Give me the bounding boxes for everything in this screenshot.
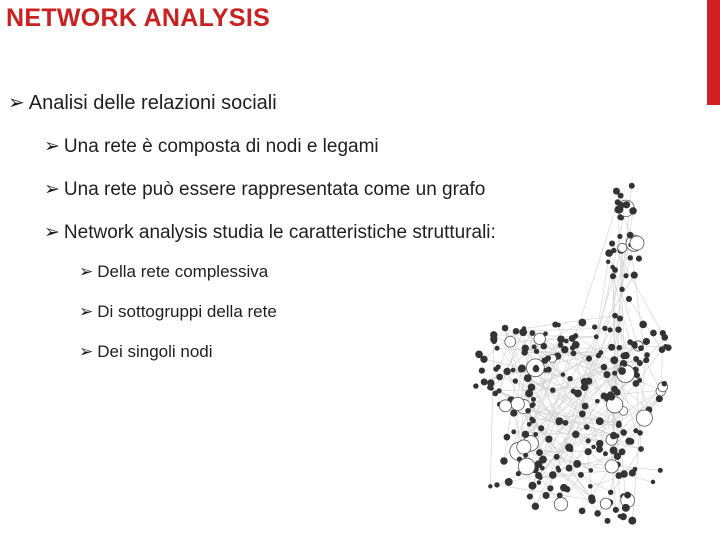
graph-node <box>608 490 613 495</box>
graph-node <box>628 517 636 525</box>
graph-node <box>524 374 532 382</box>
graph-node <box>602 326 607 331</box>
graph-node <box>596 417 604 425</box>
graph-node <box>533 366 540 373</box>
graph-node <box>525 389 533 397</box>
graph-node <box>601 364 608 371</box>
graph-node <box>473 383 478 388</box>
graph-node <box>617 214 623 220</box>
graph-node <box>616 421 621 426</box>
graph-node <box>605 518 611 524</box>
graph-node <box>528 482 536 490</box>
graph-node <box>660 330 666 336</box>
graph-node <box>572 431 579 438</box>
graph-node <box>612 371 617 376</box>
slide-title: NETWORK ANALYSIS <box>6 4 271 32</box>
graph-node <box>502 325 509 332</box>
graph-node <box>617 315 623 321</box>
graph-node <box>479 368 485 374</box>
graph-node <box>522 431 529 438</box>
graph-node <box>505 478 513 486</box>
graph-node <box>619 287 624 292</box>
graph-node <box>493 366 498 371</box>
graph-node <box>558 342 563 347</box>
graph-node <box>532 344 537 349</box>
graph-node <box>622 362 627 367</box>
graph-node <box>612 313 618 319</box>
graph-node <box>554 454 560 460</box>
graph-node <box>556 468 561 473</box>
graph-node <box>566 465 573 472</box>
bullet-text: Dei singoli nodi <box>97 342 213 361</box>
graph-node <box>527 422 532 427</box>
graph-node <box>637 378 642 383</box>
graph-node <box>630 236 644 250</box>
graph-node <box>556 421 561 426</box>
graph-node <box>613 507 619 513</box>
graph-node <box>611 248 616 253</box>
graph-node <box>643 338 650 345</box>
graph-node <box>530 330 536 336</box>
graph-edge <box>596 262 608 337</box>
graph-node <box>595 399 600 404</box>
graph-node <box>636 256 642 262</box>
graph-node <box>658 468 663 473</box>
graph-node <box>594 510 601 517</box>
graph-node <box>513 328 520 335</box>
graph-node <box>488 484 492 488</box>
graph-node <box>513 378 518 383</box>
graph-node <box>589 468 594 473</box>
graph-node <box>586 355 592 361</box>
bullet-level2 <box>44 178 485 201</box>
arrow-bullet-icon: ➢ <box>44 178 60 200</box>
graph-node <box>517 440 531 454</box>
graph-node <box>550 387 555 392</box>
bullet-level2 <box>44 221 496 244</box>
graph-node <box>612 267 618 273</box>
graph-node <box>523 453 528 458</box>
graph-edge <box>516 328 605 331</box>
graph-node <box>532 503 539 510</box>
graph-node <box>638 345 644 351</box>
graph-node <box>518 458 535 475</box>
graph-node <box>623 273 628 278</box>
graph-node <box>505 336 516 347</box>
graph-node <box>533 432 538 437</box>
graph-node <box>511 429 516 434</box>
graph-node <box>610 432 617 439</box>
graph-node <box>610 356 618 364</box>
graph-node <box>540 343 547 350</box>
graph-node <box>629 469 636 476</box>
graph-node <box>522 326 526 330</box>
graph-node <box>603 371 610 378</box>
arrow-bullet-icon: ➢ <box>79 302 94 322</box>
graph-node <box>567 376 573 382</box>
graph-edge <box>601 235 630 352</box>
graph-node <box>564 486 570 492</box>
graph-node <box>578 472 584 478</box>
graph-node <box>643 357 649 363</box>
graph-node <box>594 334 599 339</box>
graph-node <box>624 492 631 499</box>
graph-node <box>481 378 488 385</box>
graph-node <box>629 183 635 189</box>
graph-node <box>608 327 613 332</box>
graph-node <box>603 451 608 456</box>
graph-node <box>608 344 615 351</box>
arrow-bullet-icon: ➢ <box>44 135 60 157</box>
graph-node <box>606 260 610 264</box>
graph-node <box>504 368 511 375</box>
graph-node <box>650 330 657 337</box>
graph-node <box>543 492 550 499</box>
graph-node <box>618 193 624 199</box>
network-graph-image <box>420 160 720 540</box>
graph-node <box>565 444 573 452</box>
graph-node <box>622 352 629 359</box>
graph-node <box>570 345 575 350</box>
graph-node <box>588 494 595 501</box>
graph-node <box>637 430 643 436</box>
bullet-text: Network analysis studia le caratteristiche strutturali: <box>63 222 496 243</box>
bullet-text: Di sottogruppi della rete <box>97 302 277 321</box>
graph-node <box>600 498 611 509</box>
graph-node <box>552 321 558 327</box>
graph-node <box>511 368 516 373</box>
graph-node <box>623 201 630 208</box>
graph-node <box>547 485 553 491</box>
graph-node <box>545 435 552 442</box>
bullet-level1 <box>8 90 277 115</box>
graph-node <box>521 349 528 356</box>
graph-node <box>496 374 503 381</box>
graph-node <box>510 409 517 416</box>
graph-node <box>586 438 591 443</box>
graph-node <box>475 350 483 358</box>
graph-node <box>614 389 621 396</box>
graph-node <box>492 391 498 397</box>
graph-node <box>573 460 581 468</box>
bullet-text: Della rete complessiva <box>97 262 269 281</box>
graph-node <box>579 508 586 515</box>
graph-node <box>622 504 630 512</box>
arrow-bullet-icon: ➢ <box>8 90 25 114</box>
graph-node <box>620 513 627 520</box>
graph-node <box>610 273 616 279</box>
graph-node <box>639 321 647 329</box>
graph-node <box>626 296 632 302</box>
graph-node <box>614 206 622 214</box>
graph-node <box>585 449 591 455</box>
graph-node <box>617 345 623 351</box>
graph-node <box>636 410 652 426</box>
graph-node <box>494 482 499 487</box>
graph-node <box>525 408 531 414</box>
graph-node <box>628 438 635 445</box>
graph-node <box>588 484 593 489</box>
graph-node <box>615 472 622 479</box>
graph-node <box>581 383 589 391</box>
arrow-bullet-icon: ➢ <box>44 221 60 243</box>
graph-node <box>629 207 636 214</box>
bullet-text: Una rete può essere rappresentata come un grafo <box>63 179 486 200</box>
graph-node <box>536 449 543 456</box>
graph-node <box>618 243 627 252</box>
graph-node <box>537 480 542 485</box>
arrow-bullet-icon: ➢ <box>79 262 94 282</box>
graph-node <box>578 319 586 327</box>
graph-edge <box>524 316 615 329</box>
graph-node <box>662 381 667 386</box>
graph-node <box>490 336 497 343</box>
bullet-level3 <box>79 262 268 282</box>
graph-node <box>596 440 603 447</box>
graph-node <box>628 255 633 260</box>
graph-node <box>618 367 626 375</box>
graph-node <box>571 350 577 356</box>
graph-node <box>487 379 494 386</box>
graph-node <box>504 434 511 441</box>
graph-node <box>598 350 603 355</box>
bullet-level3 <box>79 342 213 362</box>
graph-node <box>610 446 618 454</box>
graph-node <box>619 448 626 455</box>
graph-node <box>563 420 569 426</box>
graph-node <box>634 372 640 378</box>
graph-node <box>591 445 595 449</box>
graph-node <box>574 390 582 398</box>
graph-node <box>527 493 533 499</box>
bullet-text: Analisi delle relazioni sociali <box>28 92 277 114</box>
graph-node <box>494 346 499 351</box>
graph-node <box>500 457 507 464</box>
graph-node <box>557 492 563 498</box>
graph-node <box>631 272 638 279</box>
graph-node <box>615 199 621 205</box>
graph-edge <box>505 328 522 368</box>
graph-node <box>543 331 548 336</box>
graph-edge <box>532 367 604 419</box>
graph-node <box>633 356 639 362</box>
graph-node <box>529 403 534 408</box>
graph-node <box>627 339 633 345</box>
graph-node <box>540 466 545 471</box>
graph-node <box>554 497 567 510</box>
bullet-level2 <box>44 135 379 158</box>
graph-node <box>584 424 590 430</box>
accent-bar <box>707 0 720 105</box>
graph-edge <box>626 258 630 276</box>
graph-node <box>638 446 644 452</box>
graph-node <box>651 480 655 484</box>
graph-node <box>620 429 627 436</box>
graph-node <box>644 352 650 358</box>
graph-node <box>557 336 565 344</box>
graph-node <box>545 355 551 361</box>
graph-node <box>573 333 578 338</box>
graph-node <box>538 425 544 431</box>
graph-node <box>617 234 622 239</box>
graph-node <box>608 393 615 400</box>
graph-node <box>615 326 621 332</box>
graph-node <box>518 367 524 373</box>
graph-node <box>538 475 543 480</box>
graph-node <box>582 403 589 410</box>
graph-node <box>539 456 547 464</box>
graph-node <box>605 460 618 473</box>
arrow-bullet-icon: ➢ <box>79 342 94 362</box>
graph-node <box>659 346 666 353</box>
graph-node <box>592 324 597 329</box>
graph-node <box>534 349 539 354</box>
graph-node <box>531 397 536 402</box>
graph-node <box>564 339 569 344</box>
bullet-text: Una rete è composta di nodi e legami <box>63 136 379 157</box>
graph-node <box>499 400 511 412</box>
bullet-level3 <box>79 302 277 322</box>
graph-node <box>530 418 536 424</box>
graph-node <box>561 372 565 376</box>
graph-node <box>609 240 615 246</box>
graph-node <box>656 395 663 402</box>
graph-node <box>549 471 556 478</box>
graph-node <box>579 410 586 417</box>
graph-node <box>546 367 552 373</box>
graph-node <box>511 397 524 410</box>
